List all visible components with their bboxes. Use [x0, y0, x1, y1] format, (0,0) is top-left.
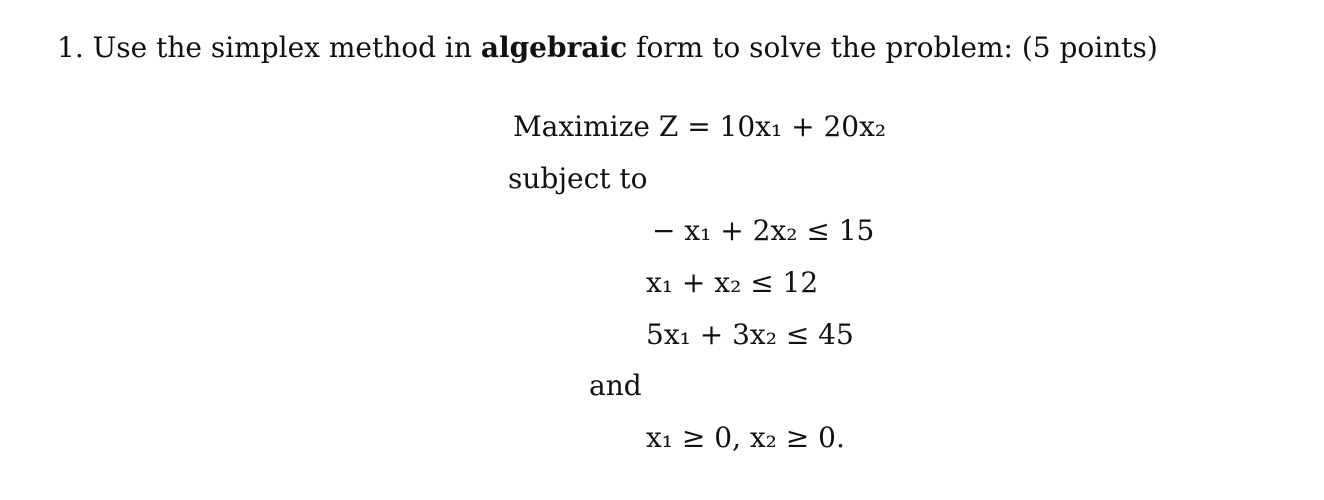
- constraint-2: x₁ + x₂ ≤ 12: [646, 266, 819, 299]
- objective-expression: Z = 10x₁ + 20x₂: [658, 110, 887, 143]
- problem-intro-bold: algebraic: [480, 31, 628, 64]
- subject-to-label: subject to: [508, 162, 648, 195]
- problem-intro-after: form to solve the problem: (5 points): [636, 31, 1158, 64]
- objective-line: [513, 109, 886, 145]
- problem-number: 1.: [57, 31, 84, 64]
- nonnegativity-constraint: x₁ ≥ 0, x₂ ≥ 0.: [646, 421, 845, 454]
- problem-intro-before: Use the simplex method in: [92, 31, 472, 64]
- constraint-3: 5x₁ + 3x₂ ≤ 45: [646, 318, 854, 351]
- constraint-1: − x₁ + 2x₂ ≤ 15: [652, 214, 875, 247]
- objective-label: Maximize: [513, 110, 650, 143]
- and-label: and: [589, 369, 642, 402]
